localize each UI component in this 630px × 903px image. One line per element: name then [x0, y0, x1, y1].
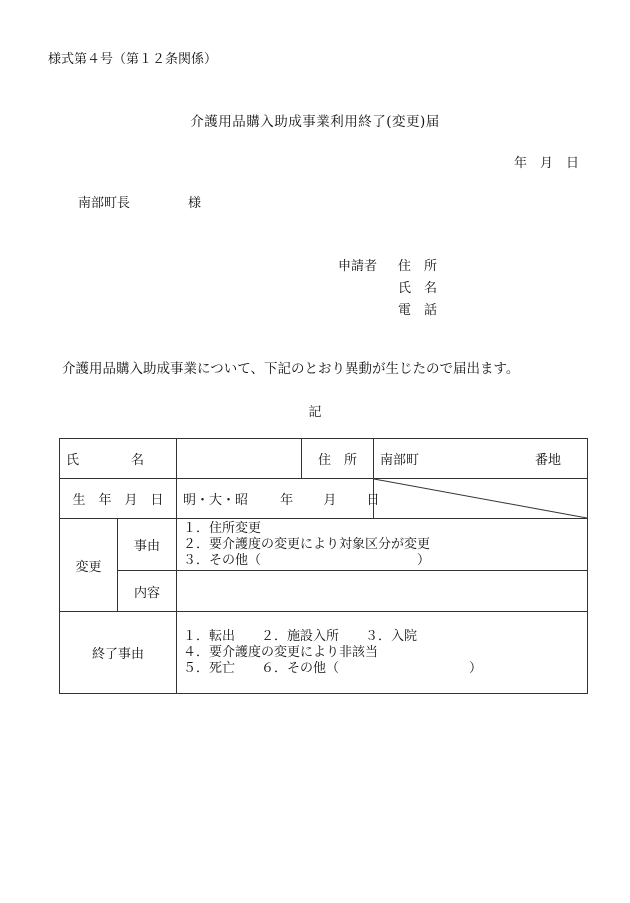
content-label: 内容	[118, 571, 177, 612]
diagonal-line	[374, 479, 587, 518]
applicant-label: 申請者	[338, 259, 378, 274]
birth-label: 生 年 月 日	[60, 479, 177, 519]
end-option: １．転出 ２．施設入所 ３．入院	[183, 628, 418, 644]
addressee-honorific: 様	[188, 196, 202, 211]
content-field[interactable]	[177, 571, 588, 612]
birth-field[interactable]	[177, 479, 380, 519]
reason-option: ２．要介護度の変更により対象区分が変更	[183, 536, 431, 552]
birth-month: 月	[323, 493, 337, 508]
change-form-table	[59, 438, 588, 694]
end-reason-options[interactable]	[177, 612, 588, 694]
notice-text: 介護用品購入助成事業について、下記のとおり異動が生じたので届出ます。	[62, 361, 520, 377]
address-town: 南部町	[380, 453, 420, 468]
change-label: 変更	[60, 519, 118, 612]
birth-day: 日	[366, 493, 380, 508]
addressee-name: 南部町長	[78, 196, 131, 211]
blank-diagonal-cell	[374, 479, 588, 519]
form-number: 様式第４号（第１２条関係）	[48, 52, 218, 67]
address-field[interactable]	[374, 439, 588, 479]
end-option: ５．死亡 ６．その他（ ）	[183, 660, 483, 676]
applicant-phone-label: 電 話	[398, 303, 438, 318]
end-reason-label: 終了事由	[60, 612, 177, 694]
date-line: 年 月 日	[514, 156, 580, 171]
reason-option: １．住所変更	[183, 520, 262, 536]
ki-heading: 記	[308, 405, 322, 420]
applicant-name-label: 氏 名	[398, 281, 438, 296]
address-label: 住 所	[302, 439, 374, 479]
address-banchi: 番地	[535, 453, 562, 468]
applicant-address-label: 住 所	[398, 259, 438, 274]
reason-option: ３．その他（ ）	[183, 552, 431, 568]
document-title: 介護用品購入助成事業利用終了(変更)届	[190, 114, 440, 130]
end-option: ４．要介護度の変更により非該当	[183, 644, 379, 660]
reason-label: 事由	[118, 519, 177, 571]
name-label-cell	[60, 439, 177, 479]
applicant-block	[338, 256, 437, 322]
reason-options[interactable]	[177, 519, 588, 571]
birth-year: 年	[280, 493, 294, 508]
birth-eras: 明・大・昭	[183, 493, 249, 508]
name-label: 氏 名	[66, 453, 145, 468]
name-field[interactable]	[177, 439, 302, 479]
addressee	[78, 192, 201, 211]
